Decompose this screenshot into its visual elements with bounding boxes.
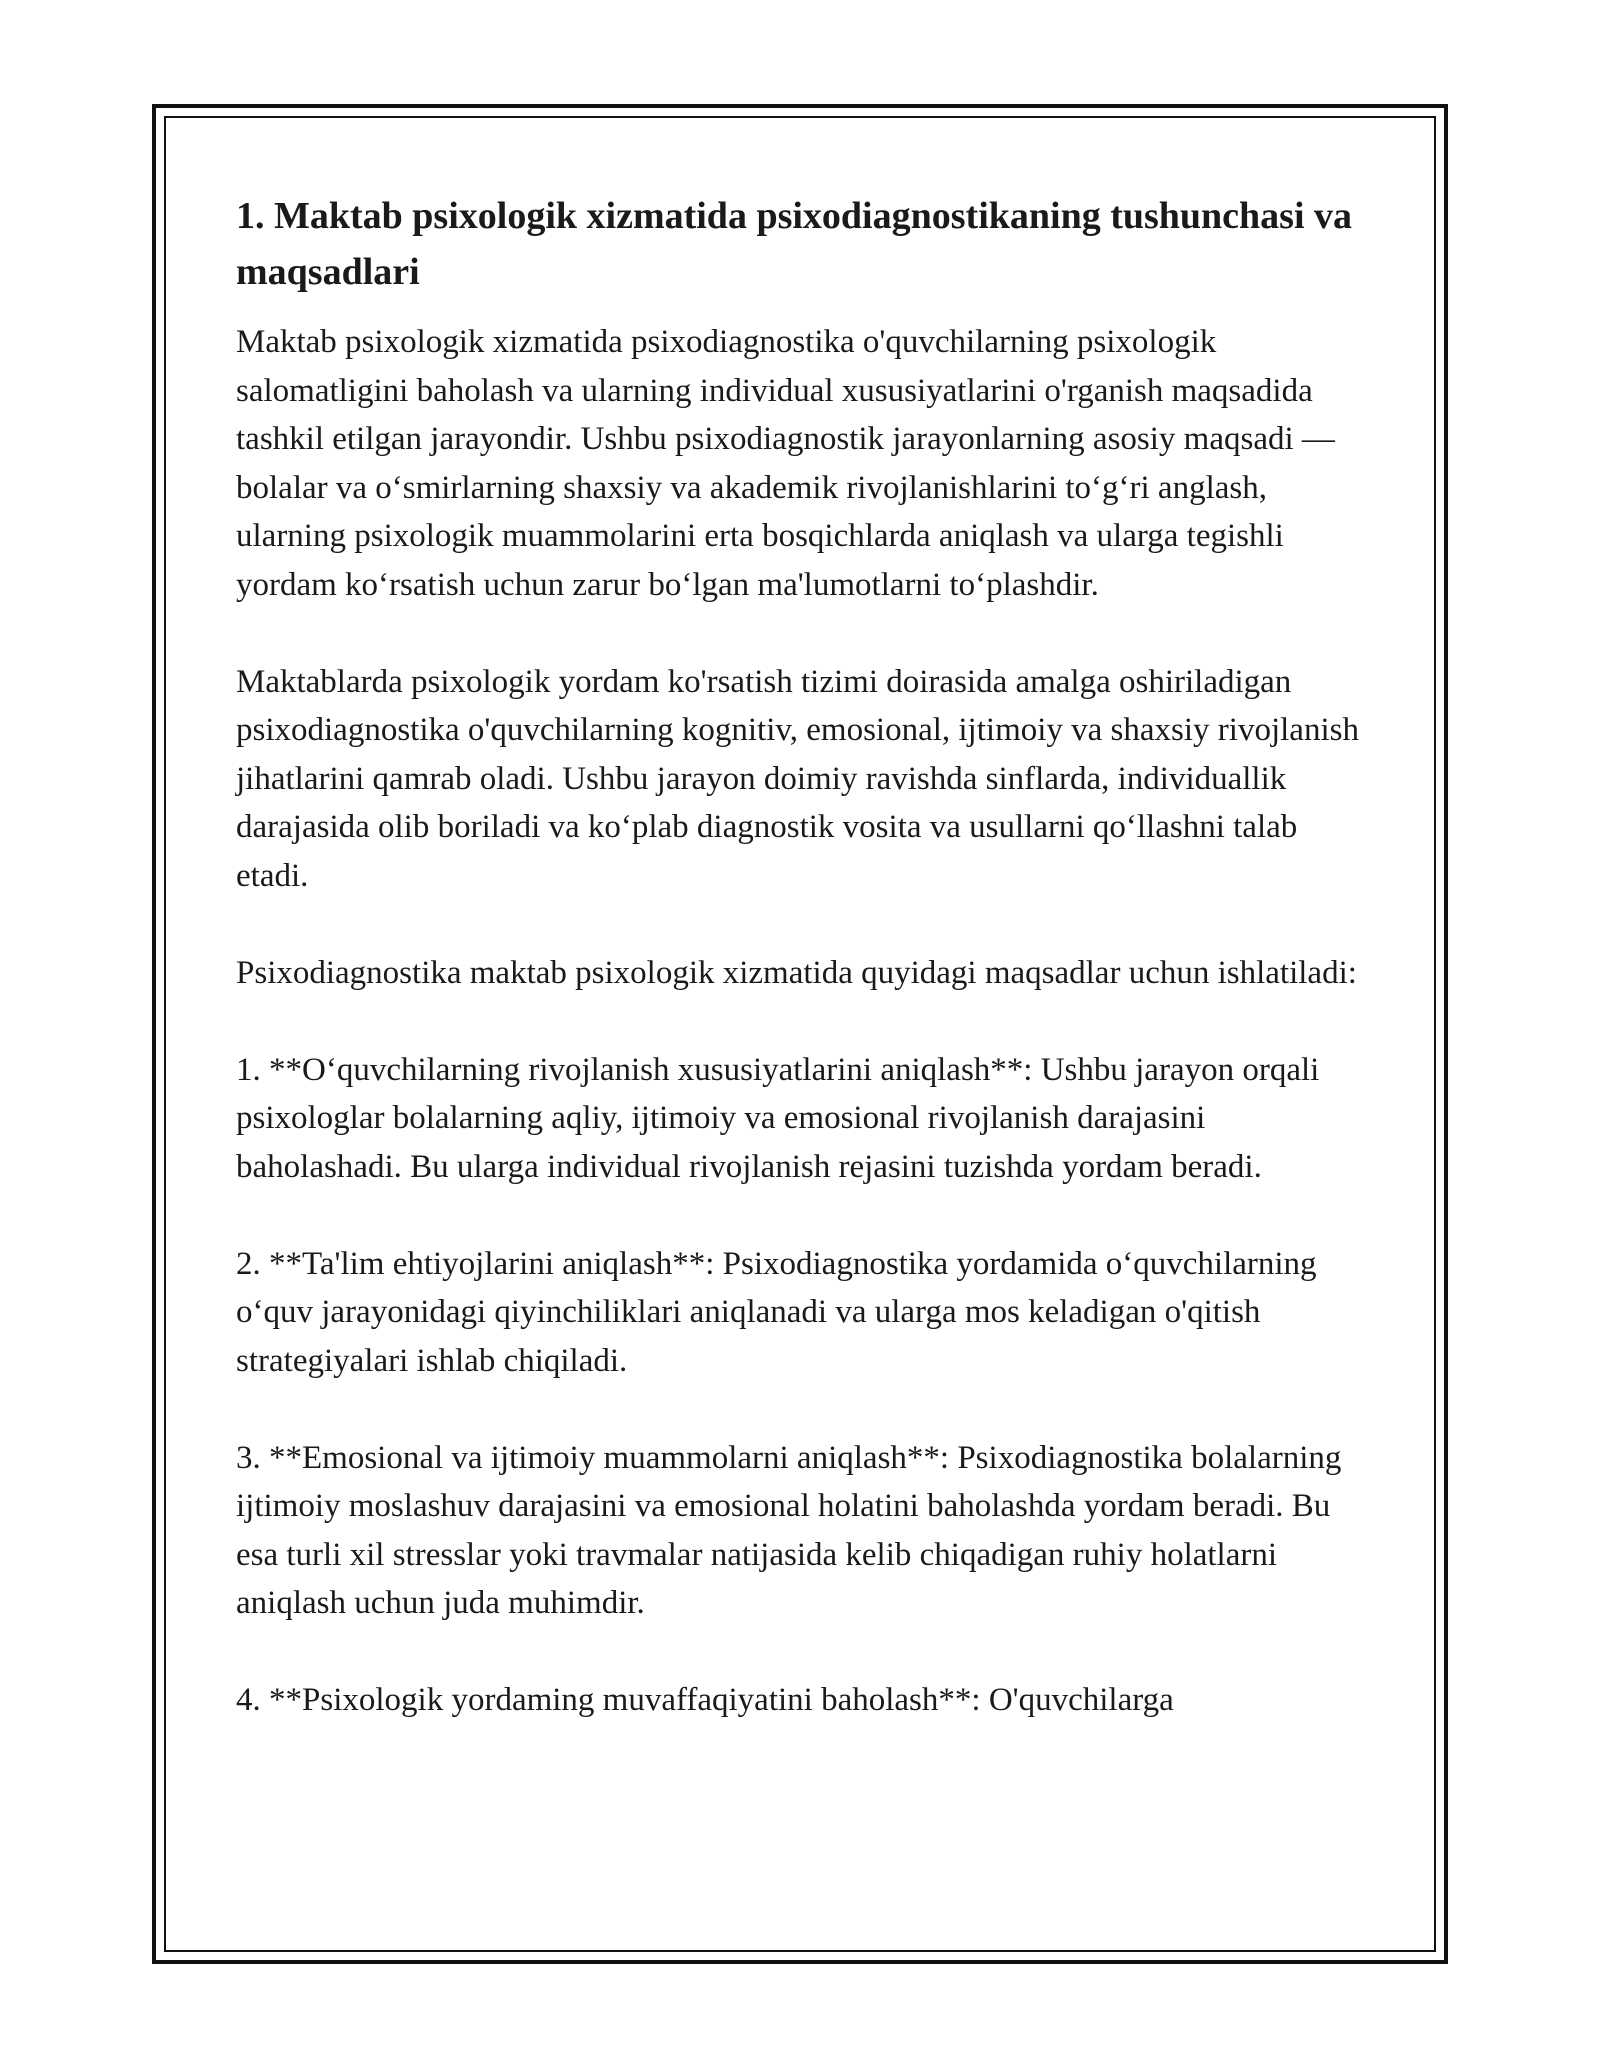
document-body (236, 188, 1366, 1773)
list-item-3: 3. **Emosional va ijtimoiy muammolarni aniqlash**: Psixodiagnostika bolalarning ijtimoiy moslashuv darajasini va emosional holatini baholashda yordam beradi. Bu esa turli xil stresslar yoki travmalar natijasida kelib chiqadigan ruhiy holatlarni aniqlash uchun juda muhimdir. (236, 1439, 1342, 1621)
list-item-2: 2. **Ta'lim ehtiyojlarini aniqlash**: Psixodiagnostika yordamida o‘quvchilarning o‘quv jarayonidagi qiyinchiliklari aniqlanadi va ularga mos keladigan o'qitish strategiyalari ishlab chiqiladi. (236, 1245, 1317, 1379)
list-item-4: 4. **Psixologik yordaming muvaffaqiyatini baholash**: O'quvchilarga (236, 1682, 1174, 1718)
paragraph-intro: Maktab psixologik xizmatida psixodiagnostika o'quvchilarning psixologik salomatligini baholash va ularning individual xususiyatlarini o'rganish maqsadida tashkil etilgan jarayondir. Ushbu psixodiagnostik jarayonlarning asosiy maqsadi — bolalar va o‘smirlarning shaxsiy va akademik rivojlanishlarini to‘g‘ri anglash, ularning psixologik muammolarini erta bosqichlarda aniqlash va ularga tegishli yordam ko‘rsatish uchun zarur bo‘lgan ma'lumotlarni to‘plashdir. (236, 324, 1335, 603)
paragraph-goals-lead: Psixodiagnostika maktab psixologik xizmatida quyidagi maqsadlar uchun ishlatiladi: (236, 954, 1357, 991)
section-heading: 1. Maktab psixologik xizmatida psixodiagnostikaning tushunchasi va maqsadlari (236, 195, 1353, 293)
paragraph-scope: Maktablarda psixologik yordam ko'rsatish tizimi doirasida amalga oshiriladigan psixodiagnostika o'quvchilarning kognitiv, emosional, ijtimoiy va shaxsiy rivojlanish jihatlarini qamrab oladi. Ushbu jarayon doimiy ravishda sinflarda, individuallik darajasida olib boriladi va ko‘plab diagnostik vosita va usullarni qo‘llashni talab etadi. (236, 663, 1359, 894)
list-item-1: 1. **O‘quvchilarning rivojlanish xususiyatlarini aniqlash**: Ushbu jarayon orqali psixologlar bolalarning aqliy, ijtimoiy va emosional rivojlanish darajasini baholashadi. Bu ularga individual rivojlanish rejasini tuzishda yordam beradi. (236, 1051, 1320, 1185)
